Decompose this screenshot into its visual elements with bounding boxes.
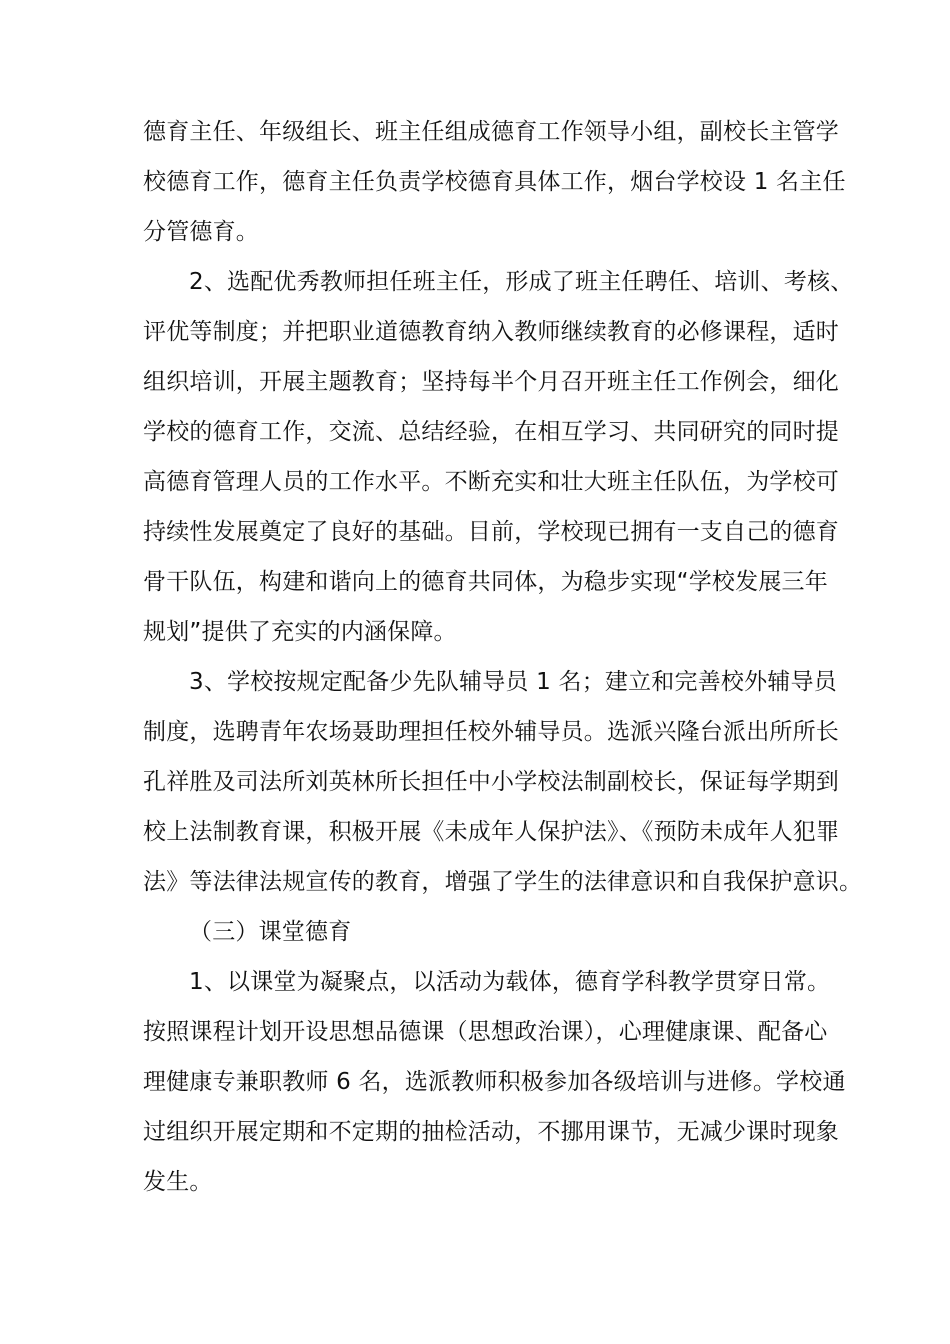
section-heading-classroom-moral-education: （三）课堂德育 <box>189 919 352 945</box>
paragraph-3-line-5: 法》等法律法规宣传的教育，增强了学生的法律意识和自我保护意识。 <box>143 869 863 895</box>
paragraph-3-line-1: 3、学校按规定配备少先队辅导员 1 名；建立和完善校外辅导员 <box>189 669 837 695</box>
paragraph-4-line-1: 1、以课堂为凝聚点，以活动为载体，德育学科教学贯穿日常。 <box>189 969 831 995</box>
paragraph-4-line-2: 按照课程计划开设思想品德课（思想政治课），心理健康课、配备心 <box>143 1019 828 1045</box>
paragraph-2-line-5: 高德育管理人员的工作水平。不断充实和壮大班主任队伍，为学校可 <box>143 469 839 495</box>
paragraph-1-line-2: 校德育工作，德育主任负责学校德育具体工作，烟台学校设 1 名主任 <box>143 169 846 195</box>
paragraph-2-line-3: 组织培训，开展主题教育；坚持每半个月召开班主任工作例会，细化 <box>143 369 839 395</box>
paragraph-2-line-8: 规划”提供了充实的内涵保障。 <box>143 619 457 645</box>
paragraph-2-line-7: 骨干队伍，构建和谐向上的德育共同体，为稳步实现“学校发展三年 <box>143 569 828 595</box>
paragraph-2-line-4: 学校的德育工作，交流、总结经验，在相互学习、共同研究的同时提 <box>143 419 839 445</box>
paragraph-2-line-1: 2、选配优秀教师担任班主任，形成了班主任聘任、培训、考核、 <box>189 269 854 295</box>
paragraph-4-line-4: 过组织开展定期和不定期的抽检活动，不挪用课节，无减少课时现象 <box>143 1119 839 1145</box>
paragraph-4-line-3: 理健康专兼职教师 6 名，选派教师积极参加各级培训与进修。学校通 <box>143 1069 846 1095</box>
paragraph-3-line-3: 孔祥胜及司法所刘英林所长担任中小学校法制副校长，保证每学期到 <box>143 769 839 795</box>
paragraph-3-line-2: 制度，选聘青年农场聂助理担任校外辅导员。选派兴隆台派出所所长 <box>143 719 839 745</box>
paragraph-4-line-5: 发生。 <box>143 1169 213 1195</box>
paragraph-1-line-3: 分管德育。 <box>143 219 259 245</box>
paragraph-2-line-2: 评优等制度；并把职业道德教育纳入教师继续教育的必修课程，适时 <box>143 319 839 345</box>
paragraph-3-line-4: 校上法制教育课，积极开展《未成年人保护法》、《预防未成年人犯罪 <box>143 819 840 845</box>
paragraph-2-line-6: 持续性发展奠定了良好的基础。目前，学校现已拥有一支自己的德育 <box>143 519 839 545</box>
paragraph-1-line-1: 德育主任、年级组长、班主任组成德育工作领导小组，副校长主管学 <box>143 119 839 145</box>
